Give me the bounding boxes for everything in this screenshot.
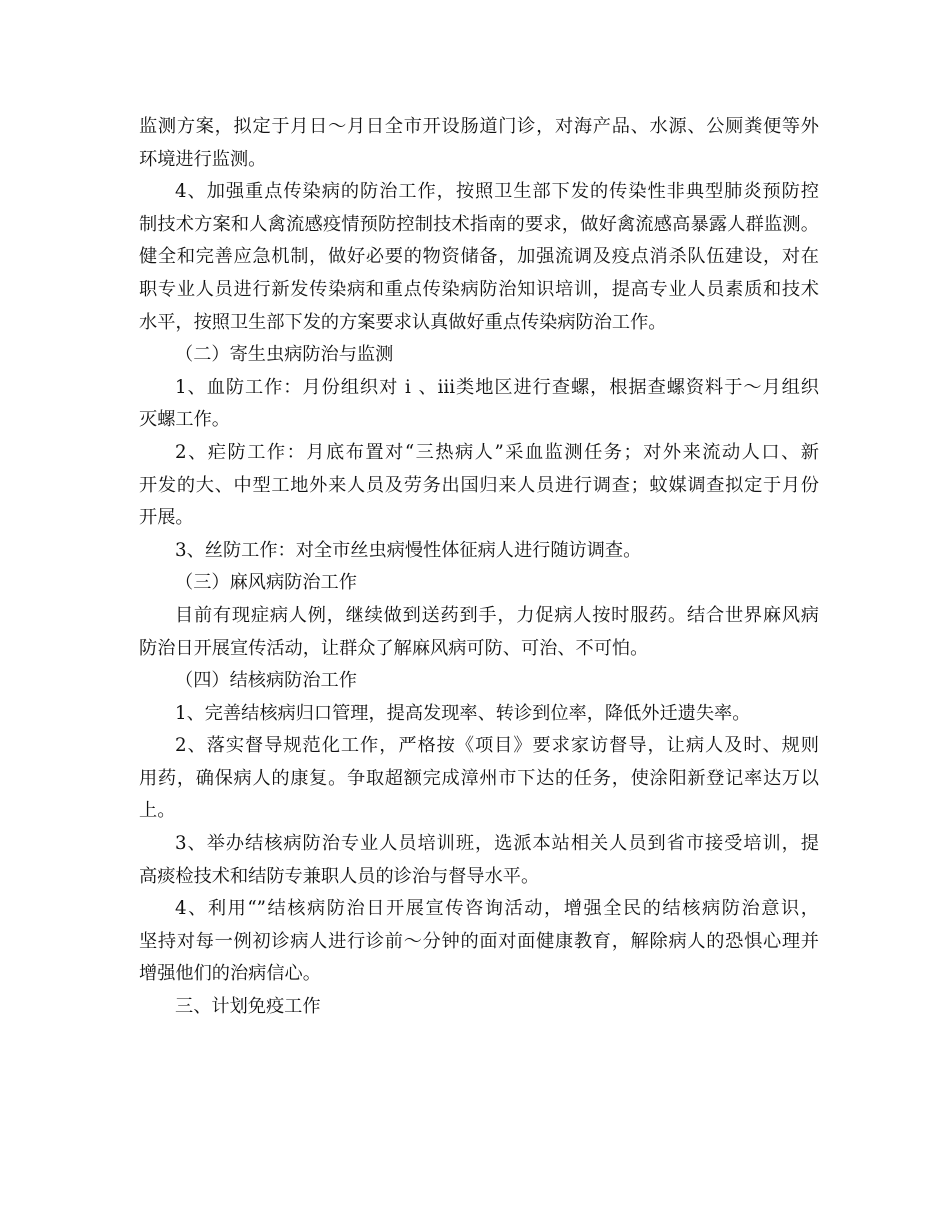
paragraph bbox=[139, 828, 819, 893]
text-line: （四）结核病防治工作 bbox=[175, 670, 357, 692]
paragraph bbox=[139, 372, 819, 437]
paragraph bbox=[139, 111, 819, 176]
text-line: 4、加强重点传染病的防治工作，按照卫生部下发的传染性非典型肺炎预防控 bbox=[175, 181, 819, 203]
text-line: 用药，确保病人的康复。争取超额完成漳州市下达的任务，使涂阳新登记率达万以 bbox=[139, 767, 819, 789]
text-line: 上。 bbox=[139, 800, 176, 822]
paragraph bbox=[139, 437, 819, 535]
text-line: 3、举办结核病防治专业人员培训班，选派本站相关人员到省市接受培训，提 bbox=[175, 833, 819, 855]
text-line: （二）寄生虫病防治与监测 bbox=[175, 344, 394, 366]
text-line: 目前有现症病人例，继续做到送药到手，力促病人按时服药。结合世界麻风病 bbox=[175, 604, 819, 626]
text-line: 增强他们的治病信心。 bbox=[139, 963, 321, 985]
paragraph bbox=[139, 698, 819, 731]
text-line: 1、完善结核病归口管理，提高发现率、转诊到位率，降低外迁遗失率。 bbox=[175, 702, 751, 724]
text-line: 坚持对每一例初诊病人进行诊前～分钟的面对面健康教育，解除病人的恐惧心理并 bbox=[139, 930, 819, 952]
paragraph bbox=[139, 535, 819, 568]
paragraph bbox=[139, 176, 819, 339]
section-heading bbox=[139, 567, 819, 600]
text-line: 3、丝防工作：对全市丝虫病慢性体征病人进行随访调查。 bbox=[175, 539, 642, 561]
document-body bbox=[139, 111, 819, 1024]
text-line: 开展。 bbox=[139, 507, 194, 529]
text-line: 三、计划免疫工作 bbox=[175, 996, 321, 1018]
text-line: 2、疟防工作：月底布置对“三热病人”采血监测任务；对外来流动人口、新 bbox=[175, 441, 819, 463]
text-line: 职专业人员进行新发传染病和重点传染病防治知识培训，提高专业人员素质和技术 bbox=[139, 278, 819, 300]
text-line: 防治日开展宣传活动，让群众了解麻风病可防、可治、不可怕。 bbox=[139, 637, 649, 659]
text-line: 健全和完善应急机制，做好必要的物资储备，加强流调及疫点消杀队伍建设，对在 bbox=[139, 246, 819, 268]
paragraph bbox=[139, 893, 819, 991]
text-line: （三）麻风病防治工作 bbox=[175, 572, 357, 594]
text-line: 4、利用“”结核病防治日开展宣传咨询活动，增强全民的结核病防治意识， bbox=[175, 898, 819, 920]
text-line: 开发的大、中型工地外来人员及劳务出国归来人员进行调查；蚊媒调查拟定于月份 bbox=[139, 474, 819, 496]
text-line: 水平，按照卫生部下发的方案要求认真做好重点传染病防治工作。 bbox=[139, 311, 667, 333]
text-line: 监测方案，拟定于月日～月日全市开设肠道门诊，对海产品、水源、公厕粪便等外 bbox=[139, 116, 819, 137]
text-line: 1、血防工作：月份组织对 ⅰ 、ⅲ类地区进行查螺，根据查螺资料于～月组织 bbox=[175, 376, 819, 398]
text-line: 高痰检技术和结防专兼职人员的诊治与督导水平。 bbox=[139, 865, 540, 887]
text-line: 2、落实督导规范化工作，严格按《项目》要求家访督导，让病人及时、规则 bbox=[175, 735, 819, 757]
paragraph bbox=[139, 730, 819, 828]
section-heading bbox=[139, 339, 819, 372]
section-heading bbox=[139, 665, 819, 698]
text-line: 环境进行监测。 bbox=[139, 148, 267, 170]
section-heading bbox=[139, 991, 819, 1024]
text-line: 制技术方案和人禽流感疫情预防控制技术指南的要求，做好禽流感高暴露人群监测。 bbox=[139, 213, 819, 235]
paragraph bbox=[139, 600, 819, 665]
text-line: 灭螺工作。 bbox=[139, 409, 230, 431]
